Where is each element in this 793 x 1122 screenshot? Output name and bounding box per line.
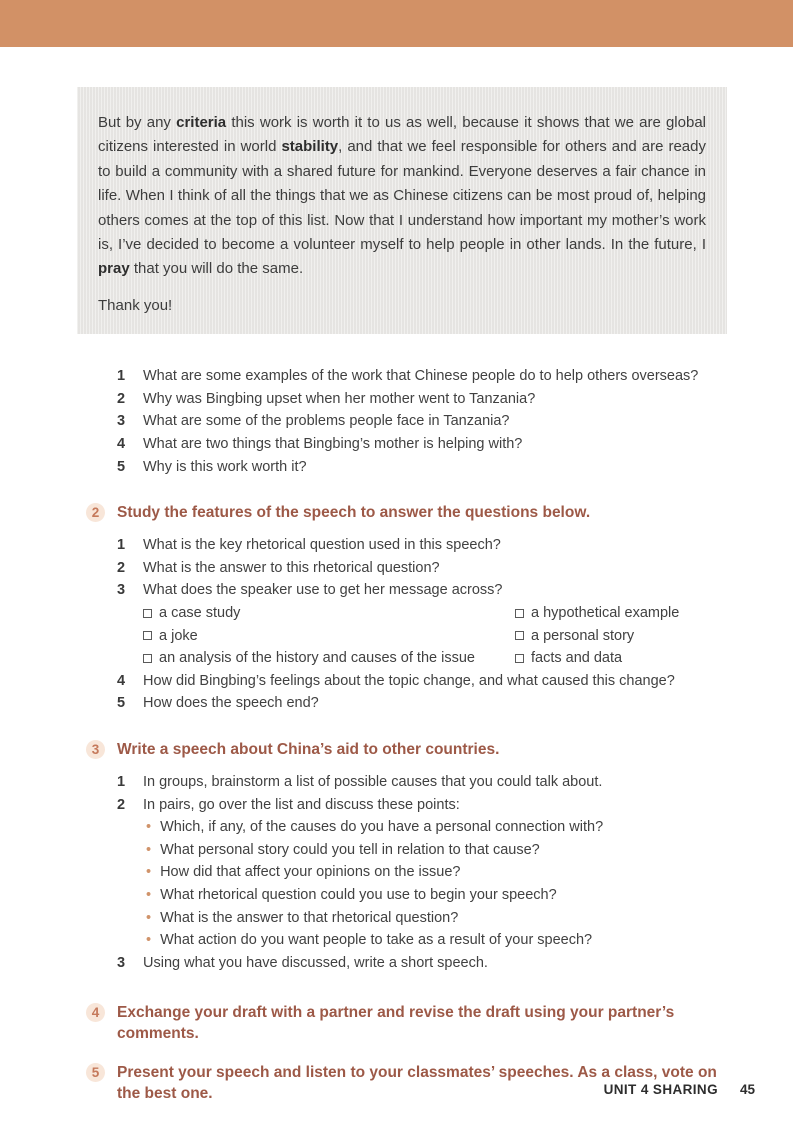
question-number: 2	[117, 559, 126, 576]
exercise2-number-badge: 2	[86, 503, 105, 522]
discussion-point-text: Which, if any, of the causes do you have a personal connection with?	[160, 819, 604, 836]
question-text: How did Bingbing’s feelings about the topic change, and what caused this change?	[143, 672, 675, 689]
speech-segment: this work is worth it to us as well, because it shows that we are global citizens interested in world	[98, 114, 707, 156]
exercise2-heading	[86, 502, 738, 523]
bullet-icon: •	[146, 864, 152, 881]
step-item	[117, 771, 738, 794]
checkbox-icon[interactable]	[515, 631, 524, 640]
speech-closing: Thank you!	[98, 296, 173, 314]
exercise3-step-list	[117, 771, 738, 974]
step-text: In pairs, go over the list and discuss these points:	[143, 796, 460, 813]
question-text: What are two things that Bingbing’s mother is helping with?	[143, 436, 523, 453]
question-text: Why was Bingbing upset when her mother went to Tanzania?	[143, 390, 536, 407]
question-number: 4	[117, 672, 126, 689]
discussion-point	[146, 907, 738, 930]
question-text: What is the answer to this rhetorical question?	[143, 559, 440, 576]
discussion-point-text: How did that affect your opinions on the issue?	[160, 864, 461, 881]
exercise4-heading	[86, 1002, 738, 1044]
step-item	[117, 794, 738, 817]
discussion-point-text: What action do you want people to take as a result of your speech?	[160, 932, 593, 949]
checkbox-icon[interactable]	[143, 631, 152, 640]
discussion-point	[146, 929, 738, 952]
discussion-point	[146, 839, 738, 862]
page-header-band	[0, 0, 793, 47]
question-item	[117, 557, 738, 580]
option-label: a hypothetical example	[531, 605, 680, 621]
question-text: What does the speaker use to get her message across?	[143, 582, 503, 599]
vocab-word-stability: stability	[281, 138, 339, 156]
bullet-icon: •	[146, 841, 152, 858]
discussion-point-text: What personal story could you tell in relation to that cause?	[160, 841, 540, 858]
question-item	[117, 365, 738, 388]
page-number: 45	[739, 1082, 755, 1097]
step-number: 2	[117, 796, 126, 813]
question-number: 4	[117, 436, 126, 453]
question-text: What is the key rhetorical question used in this speech?	[143, 537, 501, 554]
option-label: a case study	[159, 605, 241, 621]
exercise2-title: Study the features of the speech to answer the questions below.	[117, 504, 591, 522]
discussion-point-text: What is the answer to that rhetorical question?	[160, 909, 459, 926]
exercise3-number-badge: 3	[86, 740, 105, 759]
option-label: facts and data	[531, 650, 623, 667]
question-number: 3	[117, 582, 126, 599]
discussion-point	[146, 816, 738, 839]
question-text: What are some of the problems people face in Tanzania?	[143, 413, 510, 430]
discussion-point	[146, 884, 738, 907]
question-text: Why is this work worth it?	[143, 458, 307, 475]
vocab-word-criteria: criteria	[176, 114, 227, 131]
question-number: 1	[117, 537, 126, 554]
checkbox-icon[interactable]	[515, 609, 524, 618]
bullet-icon: •	[146, 909, 152, 926]
question-item	[117, 433, 738, 456]
question-item	[117, 579, 738, 602]
exercise4-title: Exchange your draft with a partner and revise the draft using your partner’s comments.	[117, 1004, 675, 1043]
exercise4-number-badge: 4	[86, 1003, 105, 1022]
unit-label: UNIT 4 SHARING	[603, 1082, 718, 1097]
question-number: 3	[117, 413, 126, 430]
question-text: What are some examples of the work that Chinese people do to help others overseas?	[143, 368, 699, 385]
step-text: In groups, brainstorm a list of possible causes that you could talk about.	[143, 773, 603, 790]
exercise2-question-list	[117, 534, 738, 602]
step-item	[117, 952, 738, 975]
option-label: a personal story	[531, 627, 635, 644]
discussion-point	[146, 861, 738, 884]
page-footer	[604, 1082, 755, 1097]
exercise3-heading	[86, 739, 738, 760]
option-facts-and-data[interactable]	[515, 647, 738, 670]
speech-segment: But by any	[98, 114, 177, 131]
checkbox-icon[interactable]	[143, 609, 152, 618]
option-a-hypothetical-example[interactable]	[515, 602, 738, 625]
exercise2-question-list-continued	[117, 670, 738, 715]
speech-excerpt-box	[77, 87, 727, 334]
step-text: Using what you have discussed, write a short speech.	[143, 954, 488, 971]
option-a-case-study[interactable]	[143, 602, 515, 625]
option-label: a joke	[159, 627, 198, 644]
vocab-word-pray: pray	[98, 260, 130, 278]
question-number: 5	[117, 458, 126, 475]
question-text: How does the speech end?	[143, 695, 319, 712]
question-item	[117, 692, 738, 715]
option-analysis-history-causes[interactable]	[143, 647, 515, 670]
checkbox-icon[interactable]	[143, 654, 152, 663]
question-item	[117, 388, 738, 411]
bullet-icon: •	[146, 886, 152, 903]
step-number: 1	[117, 773, 126, 790]
option-a-personal-story[interactable]	[515, 625, 738, 648]
exercise3-title: Write a speech about China’s aid to other countries.	[117, 740, 500, 758]
question-item	[117, 410, 738, 433]
step-number: 3	[117, 954, 126, 971]
question-item	[117, 456, 738, 479]
bullet-icon: •	[146, 932, 152, 949]
exercise5-number-badge: 5	[86, 1063, 105, 1082]
checkbox-icon[interactable]	[515, 654, 524, 663]
speech-segment: , and that we feel responsible for others and are ready to build a community with a shared future for mankind. Everyone deserves a fair chance in life. When I think of all the things that we as Chinese citizens can be most proud of, helping others comes at the top of this list. Now that I understand how important my mother’s work is, I’ve decided to become a volunteer myself to help people in other lands. In the future, I	[98, 138, 706, 254]
question-number: 1	[117, 368, 126, 385]
question-number: 2	[117, 390, 126, 407]
exercise1-question-list	[117, 365, 738, 478]
speech-segment: that you will do the same.	[129, 260, 304, 278]
discussion-point-text: What rhetorical question could you use to begin your speech?	[160, 886, 557, 903]
question-item	[117, 670, 738, 693]
question-number: 5	[117, 695, 126, 712]
exercise5-title: Present your speech and listen to your classmates’ speeches. As a class, vote on the best one.	[117, 1064, 717, 1103]
speech-device-options	[143, 602, 738, 670]
bullet-icon: •	[146, 819, 152, 836]
discussion-points-list	[146, 816, 738, 952]
question-item	[117, 534, 738, 557]
speech-paragraph	[98, 111, 706, 282]
option-a-joke[interactable]	[143, 625, 515, 648]
option-label: an analysis of the history and causes of the issue	[159, 650, 475, 667]
